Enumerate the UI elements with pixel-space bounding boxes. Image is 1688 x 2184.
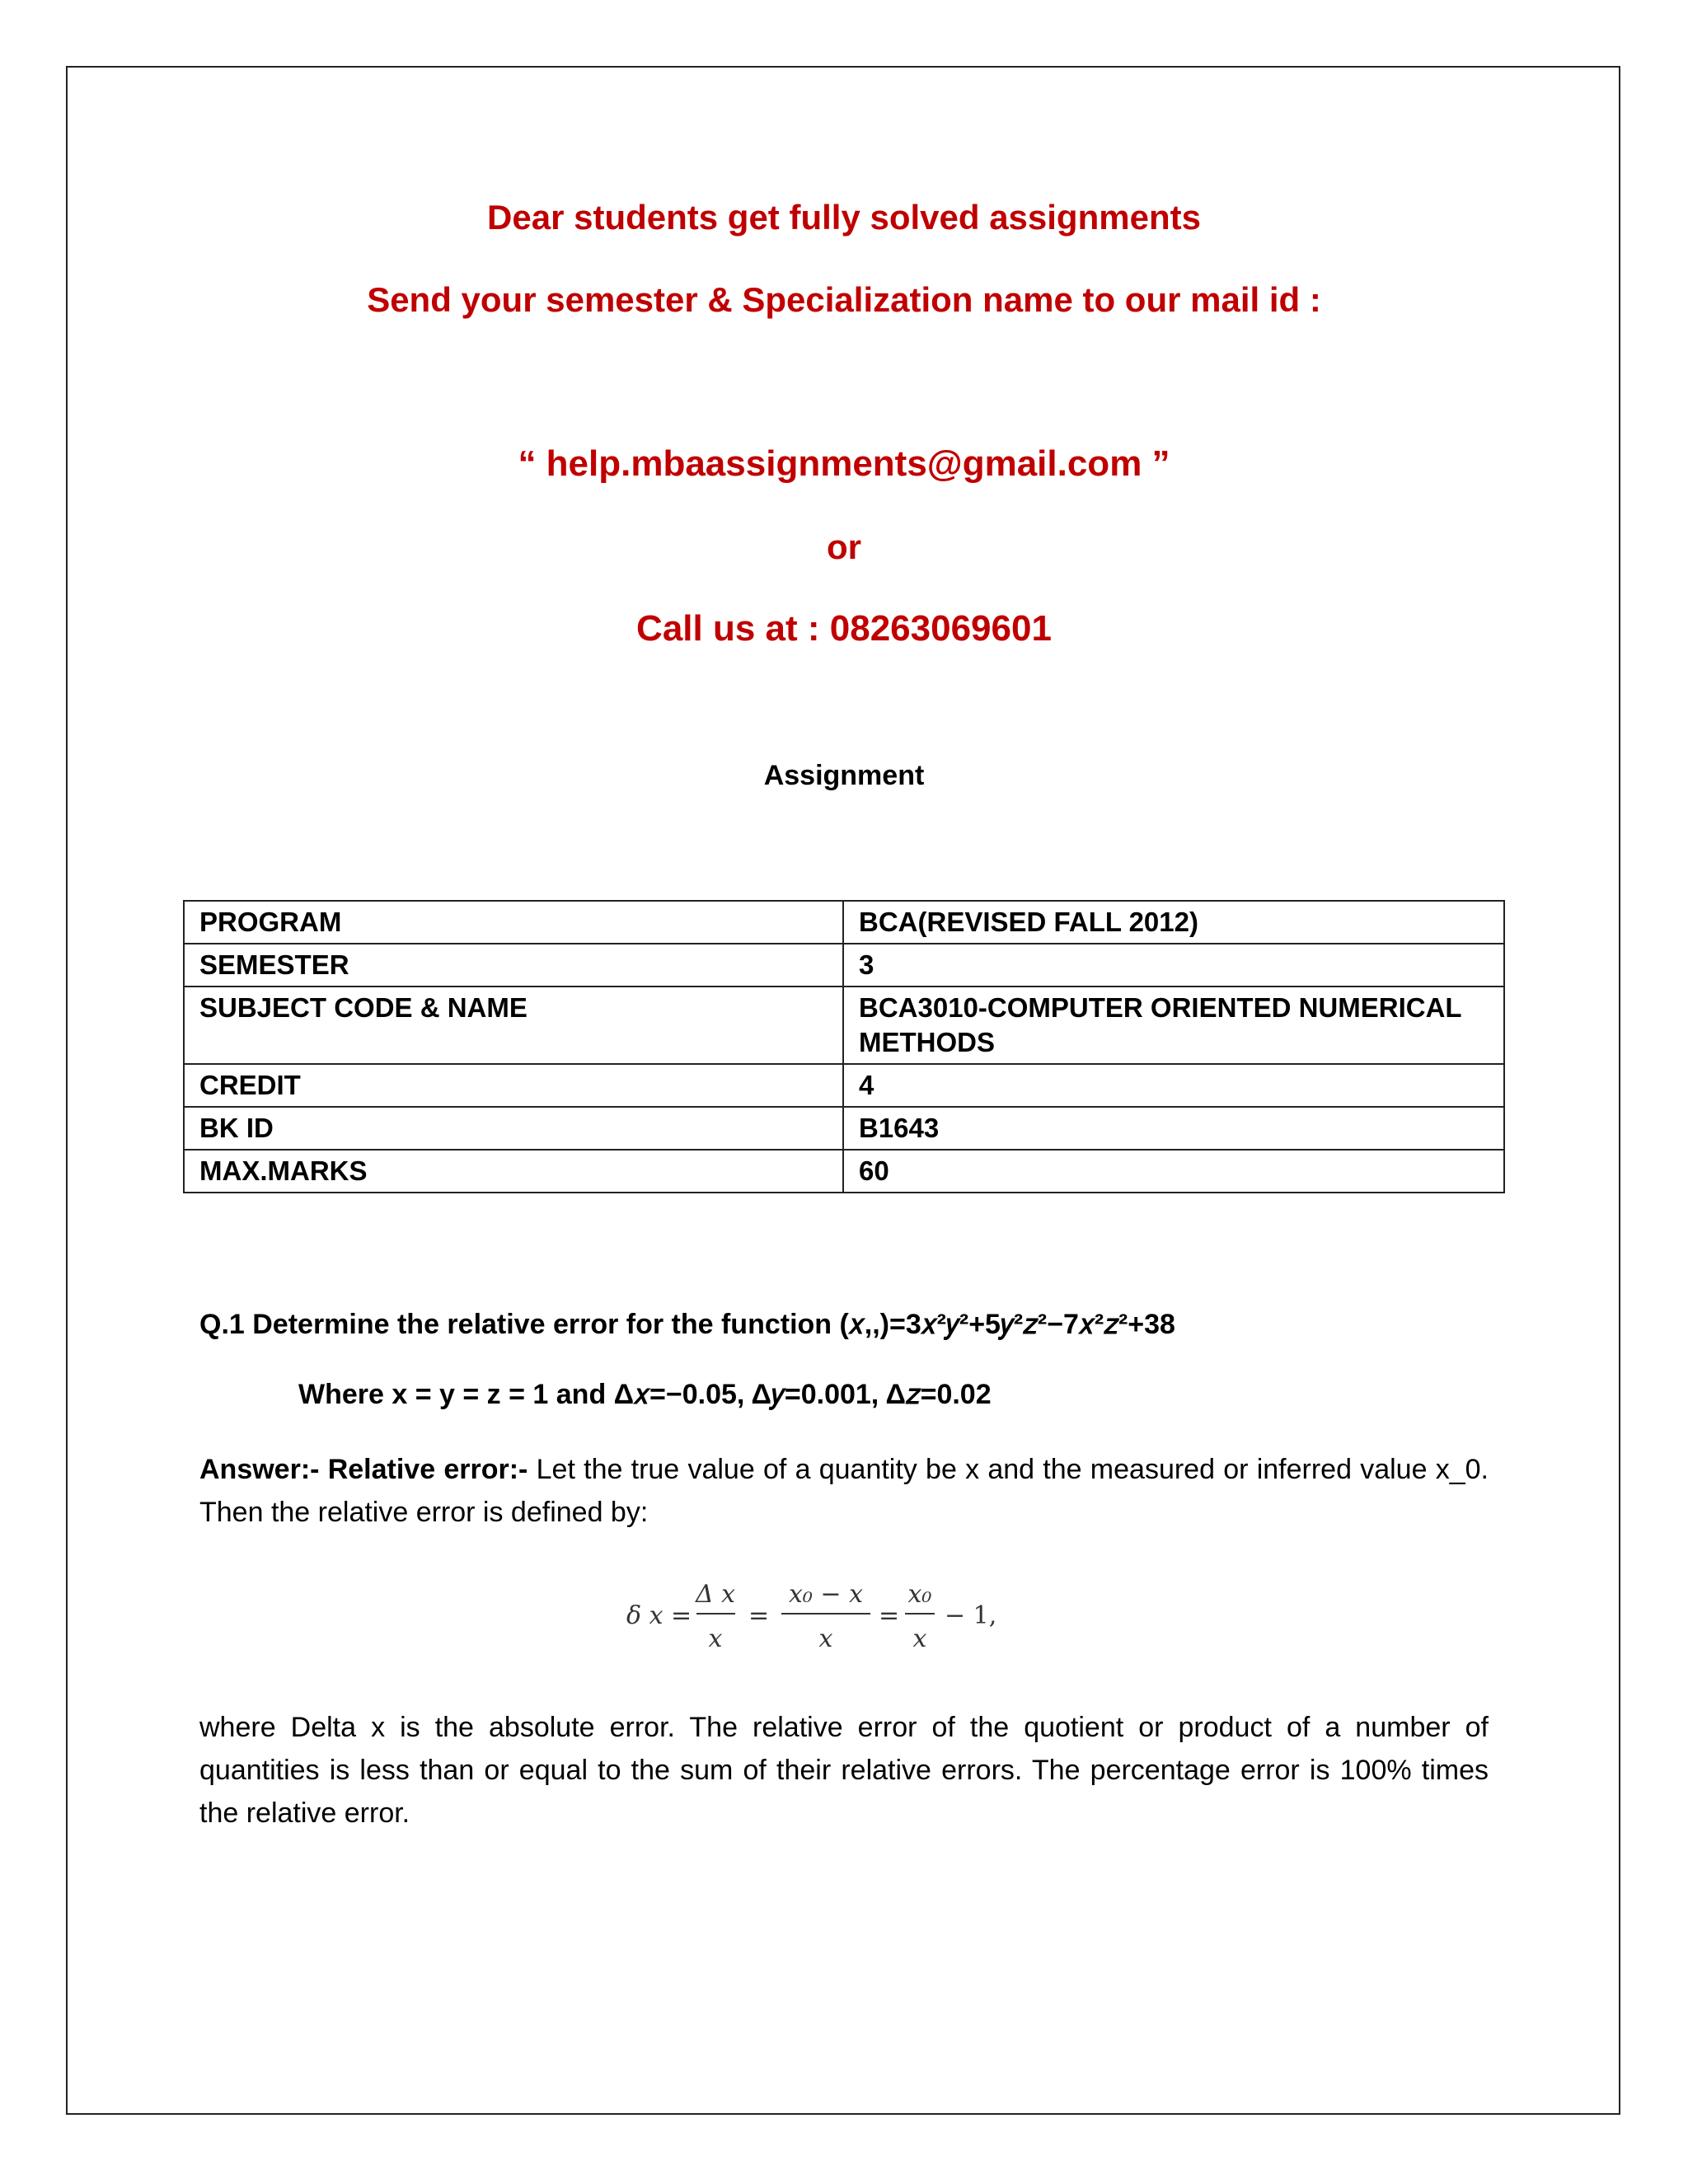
info-value: 60: [843, 1150, 1504, 1193]
formula-lhs: δ x =: [626, 1601, 692, 1630]
formula-f3-den: x: [912, 1624, 927, 1653]
formula-f3-num: x₀: [907, 1580, 932, 1609]
promo-email: “ help.mbaassignments@gmail.com ”: [518, 443, 1170, 484]
info-value: BCA(REVISED FALL 2012): [843, 901, 1504, 944]
promo-instruction: Send your semester & Specialization name to our mail id :: [367, 280, 1321, 319]
formula-eq1: =: [748, 1601, 770, 1630]
table-row: [184, 944, 1504, 987]
formula-f1-den: x: [708, 1624, 723, 1653]
info-value: 3: [843, 944, 1504, 987]
info-value: 4: [843, 1064, 1504, 1107]
table-row: [184, 1064, 1504, 1107]
question-1-conditions: Where x = y = z = 1 and Δ𝑥=−0.05, Δ𝑦=0.001, Δ𝑧=0.02: [298, 1379, 992, 1410]
formula-tail: − 1,: [945, 1601, 997, 1630]
info-key: SEMESTER: [184, 944, 843, 987]
formula-f1-num: Δ x: [695, 1580, 736, 1609]
info-key: CREDIT: [184, 1064, 843, 1107]
table-row: [184, 987, 1504, 1064]
answer-intro: [199, 1448, 1489, 1534]
relative-error-formula: [626, 1568, 1006, 1658]
assignment-info-table: [183, 900, 1505, 1193]
info-value: BCA3010-COMPUTER ORIENTED NUMERICAL METHODS: [843, 987, 1504, 1064]
info-key: MAX.MARKS: [184, 1150, 843, 1193]
info-key: BK ID: [184, 1107, 843, 1150]
promo-heading: Dear students get fully solved assignments: [487, 198, 1201, 237]
info-key: SUBJECT CODE & NAME: [184, 987, 843, 1064]
relative-error-label: Relative error:-: [327, 1454, 528, 1485]
question-1: Q.1 Determine the relative error for the function (𝑥,,)=3𝑥²𝑦²+5𝑦²𝑧²−7𝑥²𝑧²+38: [199, 1309, 1175, 1340]
formula-f2-den: x: [818, 1624, 833, 1653]
table-row: [184, 1107, 1504, 1150]
answer-explanation: where Delta x is the absolute error. The relative error of the quotient or product of a number of quantities is less than or equal to the sum of their relative errors. The percentage error is 100% times the relative error.: [199, 1712, 1489, 1829]
formula-eq2: =: [879, 1601, 900, 1630]
table-row: [184, 1150, 1504, 1193]
promo-phone: Call us at : 08263069601: [636, 608, 1052, 649]
info-value: B1643: [843, 1107, 1504, 1150]
formula-f2-num: x₀ − x: [788, 1580, 864, 1609]
table-row: [184, 901, 1504, 944]
info-key: PROGRAM: [184, 901, 843, 944]
assignment-title: Assignment: [763, 760, 925, 791]
answer-text: Let the true value of a quantity be x and the measured or inferred value x_0. Then the relative error is defined by:: [199, 1454, 1489, 1528]
answer-label: Answer:-: [199, 1454, 320, 1485]
promo-or: or: [827, 527, 861, 566]
